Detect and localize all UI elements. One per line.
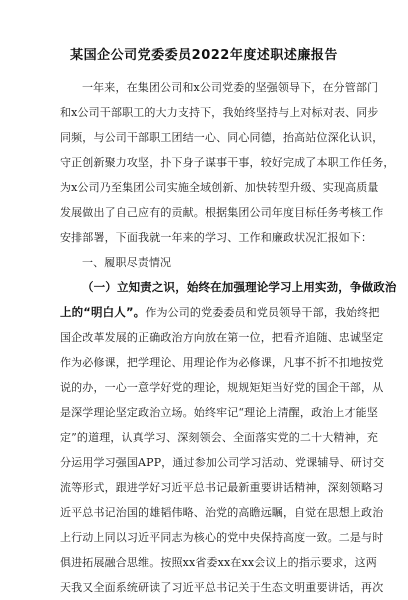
section-heading-text: 上的“明白人”。 xyxy=(60,305,146,319)
document-body xyxy=(60,75,397,600)
text-line xyxy=(60,500,384,525)
text-line xyxy=(60,400,378,425)
text-line xyxy=(60,350,384,375)
paragraph-text: 上行动上同以习近平同志为核心的党中央保持高度一致。二是与时 xyxy=(60,531,384,544)
paragraph-text: 国企改革发展的正确政治方向放在第一位，把看齐追随、忠诚坚定 xyxy=(60,331,384,344)
text-line xyxy=(60,550,377,575)
paragraph-text: 天我又全面系统研读了习近平总书记关于生态文明重要讲话，再次 xyxy=(60,581,384,594)
paragraph-text: 作为必修课，把学理论、用理论作为必修课，凡事不折不扣地按党 xyxy=(60,356,384,369)
paragraph-text: 定”的道理，认真学习、深刻领会、全面落实党的二十大精神，充 xyxy=(60,431,378,444)
paragraph-text: 一、履职尽责情况 xyxy=(82,256,172,269)
text-line xyxy=(60,75,379,100)
paragraph-text: 流等形式，跟进学好习近平总书记最新重要讲话精神，深刻领略习 xyxy=(60,481,384,494)
paragraph-text: 说的办，一心一意学好党的理论，规规矩矩当好党的国企干部，从 xyxy=(60,381,384,394)
text-line xyxy=(60,100,379,125)
text-line xyxy=(60,450,385,475)
paragraph-text: 作为公司的党委委员和党员领导干部，我始终把 xyxy=(145,306,380,319)
paragraph-text: 一年来，在集团公司和x公司党委的坚强领导下，在分管部门 xyxy=(82,81,379,94)
section-heading-text: （一）立知责之识，始终在加强理论学习上用实劲，争做政治 xyxy=(82,280,397,294)
paragraph-text: 发展做出了自己应有的贡献。根据集团公司年度目标任务考核工作 xyxy=(60,206,384,219)
paragraph-text: 是深学理论坚定政治立场。始终牢记“理论上清醒，政治上才能坚 xyxy=(60,406,378,419)
text-line xyxy=(60,225,373,250)
paragraph-text: 同频，与公司干部职工团结一心、同心同德，抬高站位深化认识， xyxy=(60,131,384,144)
paragraph-text: 守正创新聚力攻坚，扑下身子谋事干事，较好完成了本职工作任务， xyxy=(60,156,395,169)
text-line xyxy=(60,200,384,225)
text-line xyxy=(60,150,395,175)
paragraph-text: 安排部署，下面我就一年来的学习、工作和廉政状况汇报如下： xyxy=(60,231,373,244)
document-title: 某国企公司党委委员2022年度述职述廉报告 xyxy=(70,48,338,63)
text-line xyxy=(60,375,384,400)
paragraph-text: 分运用学习强国APP，通过参加公司学习活动、党课辅导、研讨交 xyxy=(60,456,385,469)
text-line xyxy=(60,175,379,200)
text-line xyxy=(60,525,384,550)
text-line xyxy=(60,250,350,275)
text-line xyxy=(60,125,384,150)
paragraph-text: 俱进拓展融合思维。按照xx省委xx在xx会议上的指示要求，这两 xyxy=(60,556,377,569)
paragraph-text: 近平总书记治国的雄韬伟略、治党的高瞻远瞩，自觉在思想上政治 xyxy=(60,506,384,519)
paragraph-text: 和x公司干部职工的大力支持下，我始终坚持与上对标对表、同步 xyxy=(60,106,379,119)
paragraph-text: 为x公司乃至集团公司实施全域创新、加快转型升级、实现高质量 xyxy=(60,181,379,194)
text-line xyxy=(60,575,384,600)
text-line xyxy=(60,425,378,450)
text-line xyxy=(60,275,397,300)
text-line xyxy=(60,475,384,500)
text-line xyxy=(60,300,380,325)
text-line xyxy=(60,325,384,350)
